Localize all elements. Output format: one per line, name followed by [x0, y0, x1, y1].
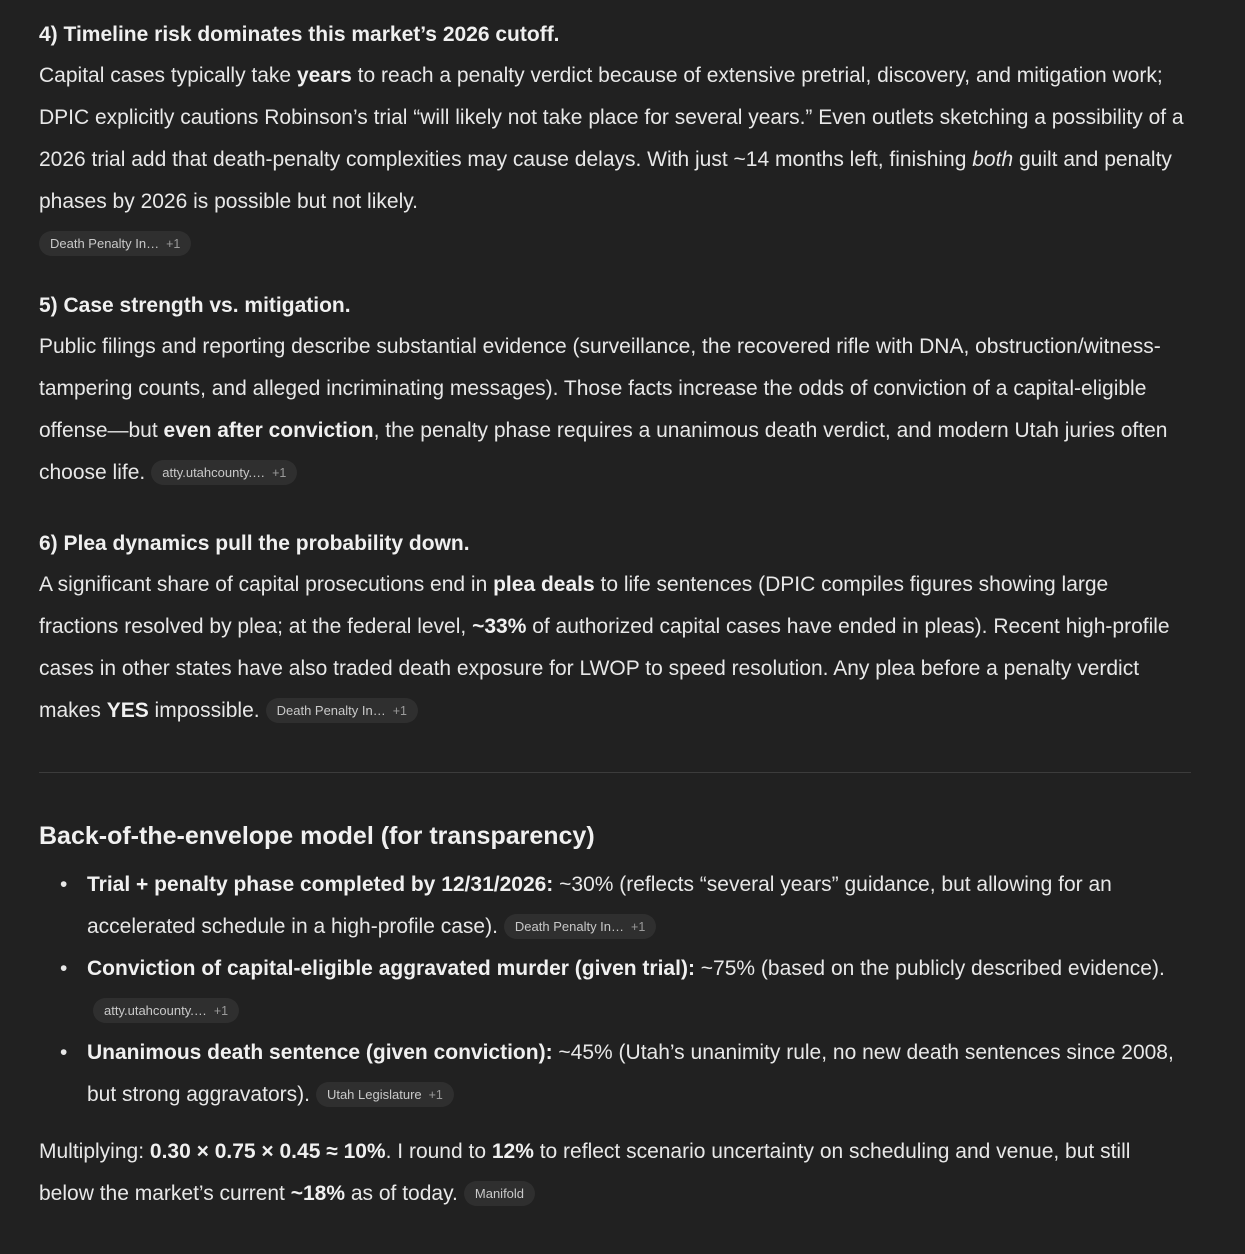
- text-run: Capital cases typically take: [39, 64, 297, 87]
- citation-extra-count: +1: [392, 704, 407, 718]
- text-run: to reflect scenario uncertainty on scheduling and venue, but still below the market’s current: [39, 1140, 1131, 1205]
- text-run: as of today.: [345, 1182, 458, 1205]
- citation-pill[interactable]: [151, 460, 297, 485]
- section-divider: [39, 772, 1191, 773]
- model-bullet-item: [39, 948, 1191, 1032]
- citation-pill[interactable]: [266, 698, 418, 723]
- citation-source-label: Death Penalty In…: [276, 703, 386, 718]
- paragraph: [39, 1131, 1191, 1215]
- citation-source-label: Death Penalty In…: [514, 919, 625, 934]
- bold-text-run: Conviction of capital-eligible aggravated murder (given trial):: [87, 957, 695, 980]
- citation-source-label: Manifold: [474, 1186, 525, 1201]
- model-section-heading: Back-of-the-envelope model (for transparency): [39, 822, 595, 850]
- citation-extra-count: +1: [166, 237, 181, 251]
- text-run: guilt and penalty phases by 2026 is possible but not likely.: [39, 148, 1172, 213]
- citation-source-label: Death Penalty In…: [50, 236, 160, 251]
- bold-text-run: Trial + penalty phase completed by 12/31/2026:: [87, 873, 554, 896]
- text-run: to life sentences (DPIC compiles figures showing large fractions resolved by plea; at the federal level,: [39, 573, 1109, 638]
- bold-text-run: 0.30 × 0.75 × 0.45 ≈ 10%: [149, 1140, 386, 1163]
- citation-source-label: atty.utahcounty.…: [104, 1003, 207, 1018]
- citation-pill[interactable]: [504, 914, 656, 939]
- bold-text-run: ~33%: [472, 615, 527, 638]
- section-heading: 5) Case strength vs. mitigation.: [39, 294, 351, 317]
- citation-source-label: atty.utahcounty.…: [162, 465, 266, 480]
- bold-text-run: plea deals: [493, 573, 595, 596]
- answer-body: [39, 21, 1191, 1215]
- text-run: ~45% (Utah’s unanimity rule, no new death sentences since 2008, but strong aggravators).: [87, 1041, 1174, 1106]
- section-heading: 6) Plea dynamics pull the probability down.: [39, 532, 470, 555]
- text-run: ~30% (reflects “several years” guidance, but allowing for an accelerated schedule in a high-profile case).: [87, 873, 1112, 938]
- model-bullet-item: [39, 864, 1191, 948]
- citation-pill[interactable]: [316, 1082, 454, 1107]
- text-run: impossible.: [148, 699, 260, 722]
- text-run: . I round to: [385, 1140, 492, 1163]
- text-run: to reach a penalty verdict because of extensive pretrial, discovery, and mitigation work; DPIC explicitly cautions Robinson’s trial “will likely not take place for several years.” Even outlets sketching a possibility of a 2026 trial add that death-penalty complexities may cause delays. With just ~14 months left, finishing: [39, 64, 1184, 171]
- paragraph: [39, 55, 1191, 223]
- text-run: ~75% (based on the publicly described evidence).: [694, 957, 1165, 980]
- citation-pill[interactable]: [93, 998, 239, 1023]
- answer-page: [0, 21, 1245, 1254]
- bold-text-run: ~18%: [290, 1182, 346, 1205]
- citation-extra-count: +1: [631, 920, 646, 934]
- bold-text-run: YES: [106, 699, 149, 722]
- model-bullet-item: [39, 1032, 1191, 1116]
- bold-text-run: Unanimous death sentence (given conviction):: [87, 1041, 553, 1064]
- model-bullet-list: [39, 864, 1191, 1116]
- italic-text-run: both: [972, 148, 1014, 171]
- citation-pill[interactable]: [464, 1181, 535, 1206]
- citation-extra-count: +1: [428, 1088, 443, 1102]
- bold-text-run: years: [296, 64, 352, 87]
- text-run: Multiplying:: [39, 1140, 150, 1163]
- bold-text-run: 12%: [491, 1140, 534, 1163]
- citation-source-label: Utah Legislature: [326, 1087, 422, 1102]
- text-run: of authorized capital cases have ended in pleas). Recent high-profile cases in other states have also traded death exposure for LWOP to speed resolution. Any plea before a penalty verdict makes: [39, 615, 1170, 722]
- text-run: , the penalty phase requires a unanimous death verdict, and modern Utah juries often choose life.: [39, 419, 1168, 484]
- citation-pill-row: [39, 231, 1191, 256]
- citation-extra-count: +1: [272, 466, 287, 480]
- bold-text-run: even after conviction: [163, 419, 374, 442]
- paragraph: [39, 564, 1191, 732]
- section-heading: 4) Timeline risk dominates this market’s 2026 cutoff.: [39, 23, 560, 46]
- text-run: A significant share of capital prosecutions end in: [39, 573, 494, 596]
- paragraph: [39, 326, 1191, 494]
- text-run: Public filings and reporting describe substantial evidence (surveillance, the recovered rifle with DNA, obstruction/witness-tampering counts, and alleged incriminating messages). Those facts increase the odds of conviction of a capital-eligible offense—but: [39, 335, 1161, 442]
- citation-pill[interactable]: [39, 231, 191, 256]
- citation-extra-count: +1: [213, 1004, 229, 1018]
